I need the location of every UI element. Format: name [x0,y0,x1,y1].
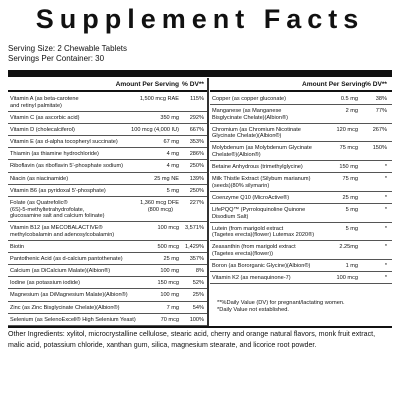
nutrient-amount: 5 mg [166,187,179,194]
nutrient-dv: 267% [372,126,387,133]
nutrient-dv: * [384,244,387,251]
nutrient-dv: * [384,262,387,269]
nutrient-name: Coenzyme Q10 (MicroActive®) [212,194,290,201]
row-divider [210,191,392,192]
nutrient-dv: 292% [189,114,204,121]
nutrient-amount: 350 mg [160,114,179,121]
nutrient-amount: 0.5 mg [340,96,358,102]
nutrient-amount: 500 mcg [157,243,179,250]
nutrient-dv: 54% [192,304,204,311]
heavy-divider [8,70,392,77]
nutrient-amount: 1,500 mcg RAE [139,96,179,102]
nutrient-amount: 25 mg NE [154,175,179,182]
nutrient-amount: 100 mcg [157,225,179,231]
nutrient-name: Lutein (from marigold extract [212,225,284,232]
nutrient-amount: 4 mg [166,151,179,158]
nutrient-dv: 3,571% [185,225,204,231]
nutrient-amount: 5 mg [345,207,358,213]
row-divider [8,221,207,222]
nutrient-name: Copper (as copper gluconate) [212,96,287,102]
nutrient-name: (6S)-5-methyltetrahydrofolate, [10,206,85,213]
row-divider [8,123,207,124]
nutrient-name: Iodine (as potassium iodide) [10,280,80,287]
row-divider [8,240,207,241]
row-divider [8,184,207,185]
nutrient-dv: 286% [189,151,204,158]
row-divider [8,252,207,253]
nutrient-name: Pantothenic Acid (as d-calcium pantothenate) [10,255,123,262]
bottom-rule [8,326,392,328]
nutrient-dv: 77% [375,108,387,115]
nutrient-dv: * [384,207,387,213]
row-divider [8,288,207,289]
nutrient-name: (Tagetes erecta)(flower) Lutemax 2020®) [212,232,315,239]
nutrient-dv: * [384,176,387,183]
nutrient-dv: 667% [189,126,204,133]
nutrient-dv: 38% [375,96,387,102]
left-header-rule [8,90,207,92]
nutrient-name: Calcium (as DiCalcium Malate)(Albion®) [10,268,111,274]
row-divider [8,111,207,112]
nutrient-dv: 353% [189,139,204,145]
nutrient-name: Zinc (as Zinc Bisglycinate Chelate)(Albion®) [10,304,120,311]
nutrient-name: Disodium Salt) [212,213,249,220]
nutrient-amount: 1 mg [345,262,358,269]
page-title: Supplement Facts [35,4,365,34]
nutrient-dv: 8% [195,268,204,274]
nutrient-amount: 75 mcg [339,145,358,152]
nutrient-name: Chelate®)(Albion®) [212,152,261,158]
row-divider [210,141,392,142]
row-divider [8,147,207,148]
nutrient-amount: 2 mg [345,108,358,115]
row-divider [210,123,392,124]
nutrient-amount: 25 mg [342,194,358,201]
nutrient-dv: 139% [189,175,204,182]
row-divider [8,172,207,173]
row-divider [210,203,392,204]
other-ingredients: Other Ingredients: xylitol, microcrystalline cellulose, stearic acid, cherry and orange natural flavors, monk fruit extract, malic acid, potassium chloride, xanthan gum, silica, magnesium stearate, and licorice root powder. [8,330,376,349]
nutrient-name: (seeds)(80% silymarin) [212,182,270,189]
right-header-dv: % DV** [365,81,387,88]
nutrient-name: Betaine Anhydrous (trimethylglycine) [212,164,303,170]
nutrient-amount: 100 mg [160,292,179,299]
row-divider [8,196,207,197]
dv-note-line: **%Daily Value (DV) for pregnant/lactating women. [217,300,345,306]
nutrient-name: Vitamin B6 (as pyridoxal 5'-phosphate) [10,187,106,194]
nutrient-name: LifePQQ™ (Pyrroloquinoline Quinone [212,207,306,213]
nutrient-dv: * [384,225,387,232]
nutrient-name: Magnesium (as DiMagnesium Malate)(Albion®) [10,292,128,299]
nutrient-name: Boron (as Bororganic Glycine)(Albion®) [212,262,311,269]
nutrient-name: Glycinate Chelate)(Albion®) [212,133,282,140]
row-divider [210,160,392,161]
serving-size: Serving Size: 2 Chewable Tablets [8,44,128,53]
nutrient-name: Vitamin B12 (as MECOBALACTIVE® [10,225,103,231]
row-divider [210,271,392,272]
nutrient-amount: 25 mg [163,255,179,262]
nutrient-dv: 357% [189,255,204,262]
column-divider [207,78,209,327]
nutrient-name: (Tagetes erecta)(flower)) [212,250,273,257]
row-divider [8,135,207,136]
nutrient-name: Selenium (as SelenoExcell® High Selenium Yeast) [10,316,136,323]
nutrient-dv: 227% [189,200,204,206]
row-divider [8,276,207,277]
nutrient-name: Niacin (as niacinamide) [10,175,69,182]
nutrient-name: Bisglycinate Chelate)(Albion®) [212,114,288,121]
right-header-rule [210,90,392,92]
row-divider [210,104,392,105]
nutrient-dv: 250% [189,163,204,170]
nutrient-dv: 25% [192,292,204,299]
dv-footnote [217,300,387,314]
nutrient-amount: 75 mg [342,176,358,183]
nutrient-amount: 70 mcg [160,316,179,323]
row-divider [210,240,392,241]
nutrient-name: methylcobalamin and adenosylcobalamin) [10,231,115,238]
nutrient-amount: 100 mg [160,268,179,274]
row-divider [210,283,392,284]
nutrient-name: and retinyl palmitate) [10,102,62,109]
nutrient-amount: 4 mg [166,163,179,170]
nutrient-dv: * [384,164,387,170]
nutrient-name: Vitamin D (cholecalciferol) [10,126,75,133]
row-divider [210,222,392,223]
nutrient-dv: 115% [190,96,204,102]
nutrient-name: Vitamin C (as ascorbic acid) [10,114,80,121]
nutrient-amount: 150 mcg [157,280,179,287]
nutrient-amount: 7 mg [166,304,179,311]
row-divider [8,159,207,160]
nutrient-name: Vitamin K2 (as menaquinone-7) [212,275,291,281]
nutrient-amount: 100 mcg (4,000 IU) [131,126,179,133]
nutrient-name: Biotin [10,243,24,250]
row-divider [8,264,207,265]
nutrient-name: Manganese (as Manganese [212,108,282,115]
nutrient-amount: 5 mg [345,225,358,232]
row-divider [8,313,207,314]
nutrient-amount: 2.25mg [339,244,358,251]
nutrient-name: Zeaxanthin (from marigold extract [212,244,296,251]
nutrient-dv: 250% [189,187,204,194]
nutrient-amount: 100 mcg [336,275,358,281]
nutrient-amount-secondary: (800 mcg) [147,206,173,213]
right-header-amount: Amount Per Serving [302,81,366,88]
nutrient-name: Vitamin E (as d-alpha tocopheryl succinate) [10,139,118,145]
nutrient-dv: 100% [189,316,204,323]
nutrient-name: Vitamin A (as beta-carotene [10,96,79,102]
nutrient-name: Milk Thistle Extract (Silybum marianum) [212,176,311,183]
left-header-amount: Amount Per Serving [115,81,179,88]
nutrient-name: Riboflavin (as riboflavin 5'-phosphate sodium) [10,163,124,170]
nutrient-dv: 150% [372,145,387,152]
nutrient-dv: 1,429% [185,243,204,250]
row-divider [210,259,392,260]
dv-note-line: *Daily Value not established. [217,307,289,313]
nutrient-dv: 52% [192,280,204,287]
nutrient-name: Molybdenum (as Molybdenum Glycinate [212,145,312,152]
nutrient-name: Chromium (as Chromium Nicotinate [212,126,301,133]
nutrient-amount: 1,360 mcg DFE [140,200,179,206]
servings-per-container: Servings Per Container: 30 [8,54,105,63]
left-header-dv: % DV** [182,81,204,88]
nutrient-dv: * [384,275,387,281]
nutrient-dv: * [384,194,387,201]
row-divider [8,301,207,302]
nutrient-name: Folate (as Quatrefolic® [10,200,68,206]
nutrient-amount: 67 mg [163,139,179,145]
nutrient-name: Thiamin (as thiamine hydrochloride) [10,151,99,158]
row-divider [210,172,392,173]
nutrient-amount: 150 mg [339,164,358,170]
nutrient-amount: 120 mcg [336,126,358,133]
nutrient-name: glucosamine salt and calcium folinate) [10,213,105,220]
